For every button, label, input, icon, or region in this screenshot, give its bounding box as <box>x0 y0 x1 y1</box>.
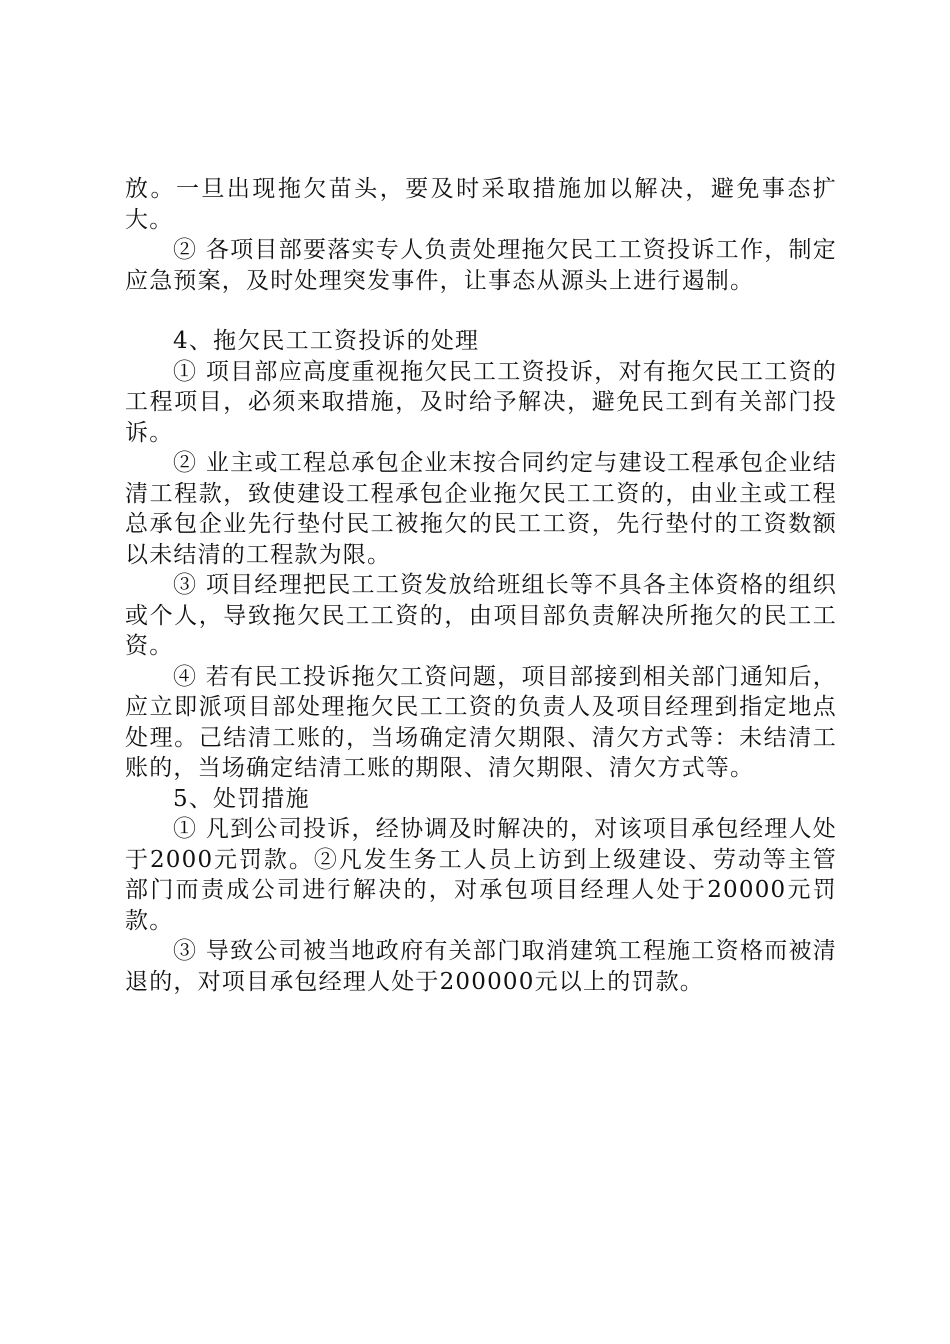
paragraph-item-3-handling: ③ 项目经理把民工工资发放给班组长等不具各主体资格的组织或个人，导致拖欠民工工资的，由项目部负责解决所拖欠的民工工资。 <box>125 572 837 659</box>
paragraph-item-2-handling: ② 业主或工程总承包企业末按合同约定与建设工程承包企业结清工程款，致使建设工程承包企业拖欠民工工资的，由业主或工程总承包企业先行垫付民工被拖欠的民工工资，先行垫付的工资数额以未结清的工程款为限。 <box>125 450 837 568</box>
paragraph-item-1-handling: ① 项目部应高度重视拖欠民工工资投诉，对有拖欠民工工资的工程项目，必须来取措施，及时给予解决，避免民工到有关部门投诉。 <box>125 358 837 446</box>
paragraph-continuation: 放。一旦出现拖欠苗头，要及时采取措施加以解决，避免事态扩大。 <box>125 176 837 233</box>
paragraph-item-4-handling: ④ 若有民工投诉拖欠工资问题，项目部接到相关部门通知后，应立即派项目部处理拖欠民工工资的负责人及项目经理到指定地点处理。己结清工账的，当场确定清欠期限、清欠方式等：未结清工账的，当场确定结清工账的期限、清欠期限、清欠方式等。 <box>125 663 837 781</box>
paragraph-item-3-penalty: ③ 导致公司被当地政府有关部门取消建筑工程施工资格而被清退的，对项目承包经理人处于200000元以上的罚款。 <box>125 938 837 995</box>
paragraph-item-2-prevention: ② 各项目部要落实专人负责处理拖欠民工工资投诉工作，制定应急预案，及时处理突发事件，让事态从源头上进行遏制。 <box>125 237 837 294</box>
document-body <box>125 174 837 997</box>
section-heading-5: 5、处罚措施 <box>173 785 310 812</box>
paragraph-item-1-penalty: ① 凡到公司投诉，经协调及时解决的，对该项目承包经理人处于2000元罚款。②凡发生务工人员上访到上级建设、劳动等主管部门而责成公司进行解决的，对承包项目经理人处于20000元罚款。 <box>125 816 837 934</box>
section-heading-4: 4、拖欠民工工资投诉的处理 <box>173 328 480 354</box>
